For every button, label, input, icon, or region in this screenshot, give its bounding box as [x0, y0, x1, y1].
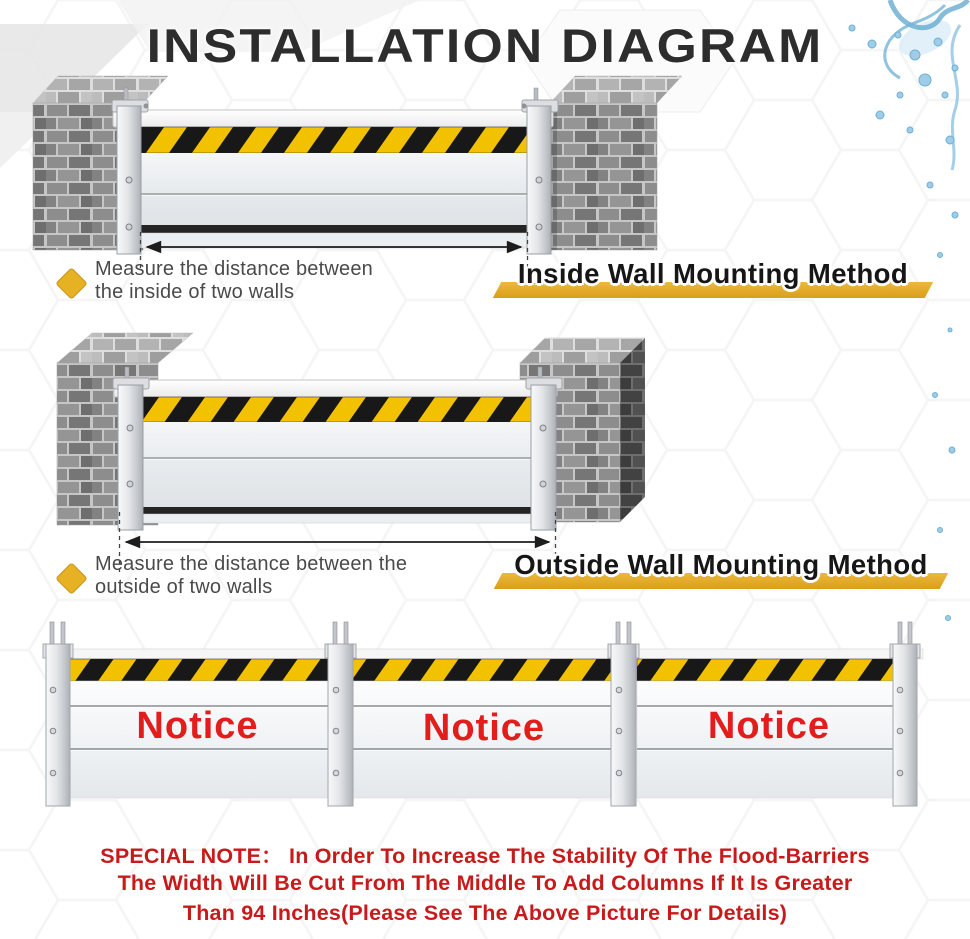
outside-method-label	[498, 549, 944, 581]
barrier-seal-strip	[141, 225, 527, 233]
barrier-top-rail	[114, 380, 557, 397]
column-post	[325, 622, 356, 806]
barrier-panel	[143, 422, 531, 507]
inside-method-label	[497, 258, 929, 290]
special-note-line: Than 94 Inches(Please See The Above Picture For Details)	[182, 901, 788, 925]
method-label-text: Inside Wall Mounting Method	[517, 258, 909, 289]
hazard-stripes	[67, 659, 901, 681]
barrier-panel	[141, 153, 527, 225]
page-title: INSTALLATION DIAGRAM	[146, 19, 824, 72]
method-label-text: Outside Wall Mounting Method	[514, 549, 928, 580]
notice-label: Notice	[136, 705, 259, 747]
barrier-seal-strip	[143, 507, 531, 514]
special-note-line: SPECIAL NOTE： In Order To Increase The Stability Of The Flood-Barriers	[100, 844, 870, 868]
caption-line: Measure the distance between	[95, 258, 373, 280]
caption-line: Measure the distance between the	[95, 553, 408, 575]
caption-line: the inside of two walls	[95, 281, 295, 303]
outside-measure-caption	[95, 553, 407, 599]
notice-label: Notice	[422, 707, 546, 749]
hazard-stripe	[141, 127, 527, 153]
special-note-line: The Width Will Be Cut From The Middle To Add Columns If It Is Greater	[117, 871, 853, 895]
hazard-stripe	[143, 397, 531, 422]
right-brick-wall	[550, 103, 657, 250]
barrier-top-rail	[113, 110, 553, 127]
barrier-top-rail	[46, 649, 923, 659]
notice-label: Notice	[707, 705, 831, 747]
caption-line: outside of two walls	[95, 576, 273, 598]
right-pillar-side-face	[620, 338, 645, 522]
inside-measure-caption	[95, 258, 373, 304]
